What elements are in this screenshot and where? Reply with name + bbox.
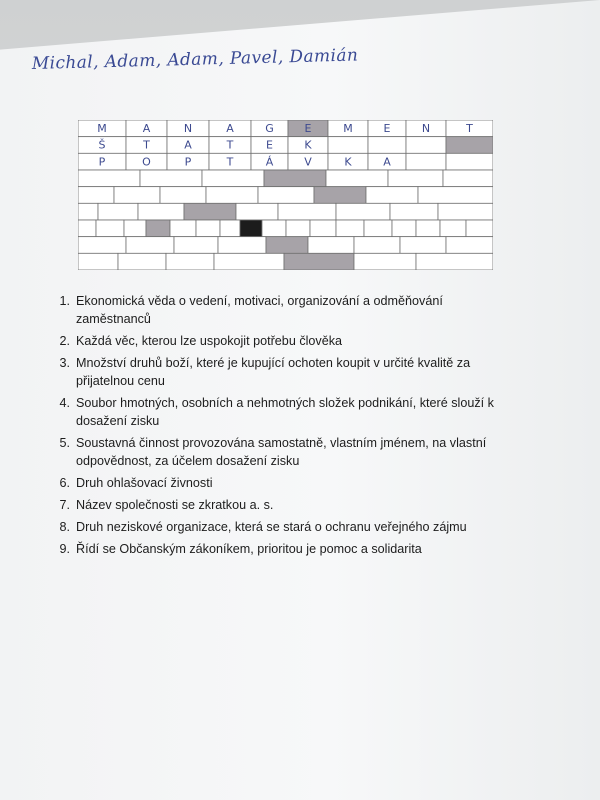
crossword-solution-cell (184, 203, 236, 220)
clue-item (50, 434, 520, 470)
clue-text: Druh neziskové organizace, která se stará o ochranu veřejného zájmu (76, 520, 467, 534)
clue-text: Řídí se Občanským zákoníkem, prioritou je pomoc a solidarita (76, 542, 422, 556)
crossword-letter: T (466, 122, 473, 135)
crossword-letter: N (421, 122, 431, 135)
clue-text: Množství druhů boží, které je kupující ochoten koupit v určité kvalitě za přijatelnou cenu (76, 356, 471, 388)
clue-text: Druh ohlašovací živnosti (76, 476, 213, 490)
crossword-cell (354, 237, 400, 254)
clue-item (50, 394, 520, 430)
crossword-cell (286, 220, 310, 237)
crossword-cell (388, 170, 443, 187)
crossword-cell (446, 237, 493, 254)
clue-number: 2. (59, 334, 70, 348)
crossword-grid (78, 120, 493, 270)
crossword-cell (258, 187, 314, 204)
clue-item (50, 332, 520, 350)
crossword-cell (206, 187, 258, 204)
crossword-cell (78, 170, 140, 187)
crossword-letter: Š (98, 138, 106, 152)
crossword-solution-cell (314, 187, 366, 204)
crossword-cell (218, 237, 266, 254)
crossword-cell (406, 153, 446, 170)
crossword-letter: T (143, 138, 150, 152)
crossword-cell (196, 220, 220, 237)
clue-number: 4. (59, 396, 70, 410)
crossword-letter: M (97, 122, 107, 135)
crossword-cell (390, 203, 438, 220)
crossword-letter: E (304, 122, 312, 135)
crossword-cell (466, 220, 493, 237)
crossword-cell (366, 187, 418, 204)
crossword-cell (160, 187, 206, 204)
crossword-cell (446, 153, 493, 170)
crossword-letter: A (184, 138, 192, 152)
crossword-cell (220, 220, 240, 237)
crossword-letter: E (266, 138, 273, 152)
crossword-cell (310, 220, 336, 237)
clue-item (50, 496, 520, 514)
crossword-letter: T (226, 138, 234, 152)
crossword-letter: Á (265, 155, 274, 169)
crossword-cell (336, 203, 390, 220)
clue-item (50, 354, 520, 390)
clue-number: 8. (59, 520, 70, 534)
crossword-cell (124, 220, 146, 237)
clue-text: Soustavná činnost provozována samostatně, vlastním jménem, na vlastní odpovědnost, za účelem dosažení zisku (76, 436, 487, 468)
crossword-cell (138, 203, 184, 220)
crossword-cell (236, 203, 278, 220)
crossword-cell (214, 253, 284, 270)
clue-number: 1. (59, 294, 70, 308)
crossword-solution-cell (284, 253, 354, 270)
clue-item (50, 518, 520, 536)
crossword-letter: E (383, 122, 391, 135)
crossword-letter: G (265, 122, 274, 135)
crossword-cell (96, 220, 124, 237)
clue-number: 6. (59, 476, 70, 490)
clue-item (50, 474, 520, 492)
clue-number: 3. (59, 356, 70, 370)
clue-number: 9. (59, 542, 70, 556)
crossword-cell (78, 187, 114, 204)
crossword-cell (78, 203, 98, 220)
crossword-letter: N (183, 122, 193, 135)
crossword-cell (126, 237, 174, 254)
crossword-cell (406, 137, 446, 154)
crossword-solution-cell (264, 170, 326, 187)
crossword-black-cell (240, 220, 262, 237)
clue-text: Název společnosti se zkratkou a. s. (76, 498, 274, 512)
crossword-cell (364, 220, 392, 237)
crossword-letter: V (304, 155, 312, 169)
crossword-letter: O (142, 155, 151, 169)
crossword-cell (118, 253, 166, 270)
crossword-cell (78, 253, 118, 270)
crossword-cell (336, 220, 364, 237)
crossword-letter: P (98, 155, 106, 169)
crossword-cell (440, 220, 466, 237)
crossword-cell (278, 203, 336, 220)
crossword-cell (174, 237, 218, 254)
crossword-letter: K (344, 155, 352, 169)
crossword-cell (438, 203, 493, 220)
crossword-letter: M (343, 122, 353, 135)
crossword-cell (166, 253, 214, 270)
clue-text: Každá věc, kterou lze uspokojit potřebu člověka (76, 334, 343, 348)
crossword-letter: T (226, 155, 234, 169)
crossword-letter: A (383, 155, 391, 169)
clue-text: Soubor hmotných, osobních a nehmotných složek podnikání, které slouží k dosažení zisku (76, 396, 494, 428)
crossword-cell (170, 220, 196, 237)
crossword-cell (354, 253, 416, 270)
clue-list (50, 292, 520, 562)
crossword-solution-cell (266, 237, 308, 254)
clue-item (50, 540, 520, 558)
crossword-solution-cell (446, 137, 493, 154)
crossword-cell (328, 137, 368, 154)
crossword-cell (443, 170, 493, 187)
crossword-letter: K (304, 138, 312, 152)
clue-number: 5. (59, 436, 70, 450)
crossword-solution-cell (146, 220, 170, 237)
crossword-cell (308, 237, 354, 254)
handwritten-names: Michal, Adam, Adam, Pavel, Damián (31, 45, 359, 74)
crossword-cell (392, 220, 416, 237)
crossword-cell (368, 137, 406, 154)
clue-item (50, 292, 520, 328)
crossword-cell (114, 187, 160, 204)
crossword-letter: P (184, 155, 192, 169)
clue-text: Ekonomická věda o vedení, motivaci, organizování a odměňování zaměstnanců (76, 294, 443, 326)
crossword-cell (262, 220, 286, 237)
crossword-cell (400, 237, 446, 254)
crossword-cell (78, 220, 96, 237)
crossword-cell (418, 187, 493, 204)
crossword-cell (98, 203, 138, 220)
crossword-cell (78, 237, 126, 254)
crossword-cell (326, 170, 388, 187)
crossword-letter: A (142, 122, 151, 135)
crossword-cell (416, 253, 493, 270)
crossword-cell (416, 220, 440, 237)
clue-number: 7. (59, 498, 70, 512)
crossword-cell (140, 170, 202, 187)
crossword-cell (202, 170, 264, 187)
crossword-letter: A (226, 122, 234, 135)
